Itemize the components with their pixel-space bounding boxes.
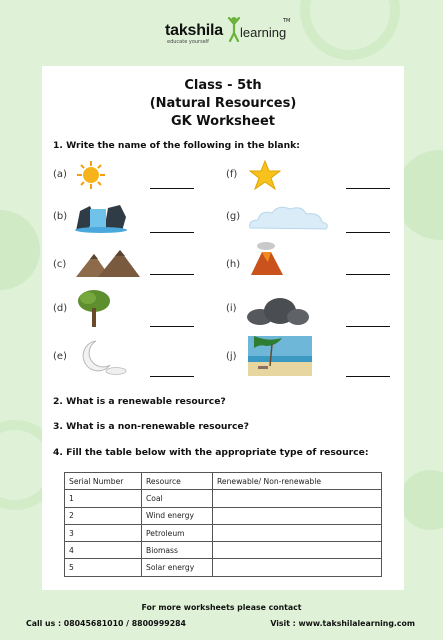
answer-blank-c[interactable] bbox=[150, 274, 194, 275]
item-label-j: (j) bbox=[226, 351, 237, 362]
star-icon bbox=[249, 160, 281, 190]
table-cell-resource: Coal bbox=[142, 490, 213, 507]
footer-contact-line: For more worksheets please contact bbox=[141, 603, 302, 612]
table-cell-resource: Solar energy bbox=[142, 559, 213, 576]
mountains-icon bbox=[76, 248, 140, 278]
answer-blank-b[interactable] bbox=[150, 232, 194, 233]
table-row bbox=[65, 507, 382, 524]
table-cell-serial: 4 bbox=[65, 542, 142, 559]
table-header-row bbox=[65, 473, 382, 490]
table-row bbox=[65, 559, 382, 576]
logo-tagline: educate yourself bbox=[167, 39, 209, 45]
table-header-resource: Resource bbox=[142, 473, 213, 490]
item-label-c: (c) bbox=[53, 259, 67, 270]
title-subject: (Natural Resources) bbox=[149, 96, 297, 111]
footer-visit[interactable]: Visit : www.takshilalearning.com bbox=[270, 619, 415, 628]
answer-blank-g[interactable] bbox=[346, 232, 390, 233]
waterfall-icon bbox=[74, 203, 128, 233]
question-4: 4. Fill the table below with the appropriate type of resource: bbox=[53, 447, 369, 458]
question-1: 1. Write the name of the following in the blank: bbox=[53, 140, 300, 151]
volcano-icon bbox=[249, 240, 285, 276]
answer-blank-e[interactable] bbox=[150, 376, 194, 377]
takshila-logo bbox=[165, 18, 295, 48]
background-circle bbox=[400, 470, 443, 530]
background-ring bbox=[300, 0, 400, 60]
item-label-e: (e) bbox=[53, 351, 67, 362]
title-worksheet: GK Worksheet bbox=[171, 114, 275, 129]
item-label-h: (h) bbox=[226, 259, 241, 270]
table-cell-serial: 5 bbox=[65, 559, 142, 576]
background-circle bbox=[0, 210, 40, 290]
answer-blank-f[interactable] bbox=[346, 188, 390, 189]
beach-icon bbox=[248, 336, 312, 376]
table-cell-resource: Biomass bbox=[142, 542, 213, 559]
logo-brand: takshila bbox=[165, 22, 223, 39]
answer-blank-a[interactable] bbox=[150, 188, 194, 189]
person-icon bbox=[227, 16, 241, 42]
table-row bbox=[65, 490, 382, 507]
question-2: 2. What is a renewable resource? bbox=[53, 396, 226, 407]
table-row bbox=[65, 542, 382, 559]
worksheet-page bbox=[42, 66, 404, 590]
title-class: Class - 5th bbox=[184, 78, 262, 93]
footer-call[interactable]: Call us : 08045681010 / 8800999284 bbox=[26, 619, 186, 628]
moon-icon bbox=[76, 338, 128, 376]
logo-suffix: learning bbox=[240, 25, 287, 40]
table-row bbox=[65, 524, 382, 541]
item-label-d: (d) bbox=[53, 303, 68, 314]
tree-icon bbox=[76, 288, 112, 328]
logo-trademark: TM bbox=[283, 18, 291, 24]
item-label-b: (b) bbox=[53, 211, 68, 222]
table-cell-resource: Wind energy bbox=[142, 507, 213, 524]
table-cell-answer[interactable] bbox=[213, 524, 382, 541]
table-cell-serial: 3 bbox=[65, 524, 142, 541]
question-3: 3. What is a non-renewable resource? bbox=[53, 421, 249, 432]
answer-blank-h[interactable] bbox=[346, 274, 390, 275]
resource-table bbox=[64, 472, 382, 577]
item-label-a: (a) bbox=[53, 169, 67, 180]
answer-blank-d[interactable] bbox=[150, 326, 194, 327]
item-label-g: (g) bbox=[226, 211, 241, 222]
table-cell-answer[interactable] bbox=[213, 490, 382, 507]
rocks-icon bbox=[246, 296, 310, 326]
answer-blank-j[interactable] bbox=[346, 376, 390, 377]
table-cell-serial: 2 bbox=[65, 507, 142, 524]
table-cell-answer[interactable] bbox=[213, 559, 382, 576]
table-header-serial: Serial Number bbox=[65, 473, 142, 490]
answer-blank-i[interactable] bbox=[346, 326, 390, 327]
table-cell-serial: 1 bbox=[65, 490, 142, 507]
cloud-icon bbox=[246, 202, 330, 234]
item-label-f: (f) bbox=[226, 169, 238, 180]
table-cell-answer[interactable] bbox=[213, 507, 382, 524]
table-cell-answer[interactable] bbox=[213, 542, 382, 559]
table-header-type: Renewable/ Non-renewable bbox=[213, 473, 382, 490]
sun-icon bbox=[76, 160, 106, 190]
item-label-i: (i) bbox=[226, 303, 237, 314]
table-cell-resource: Petroleum bbox=[142, 524, 213, 541]
